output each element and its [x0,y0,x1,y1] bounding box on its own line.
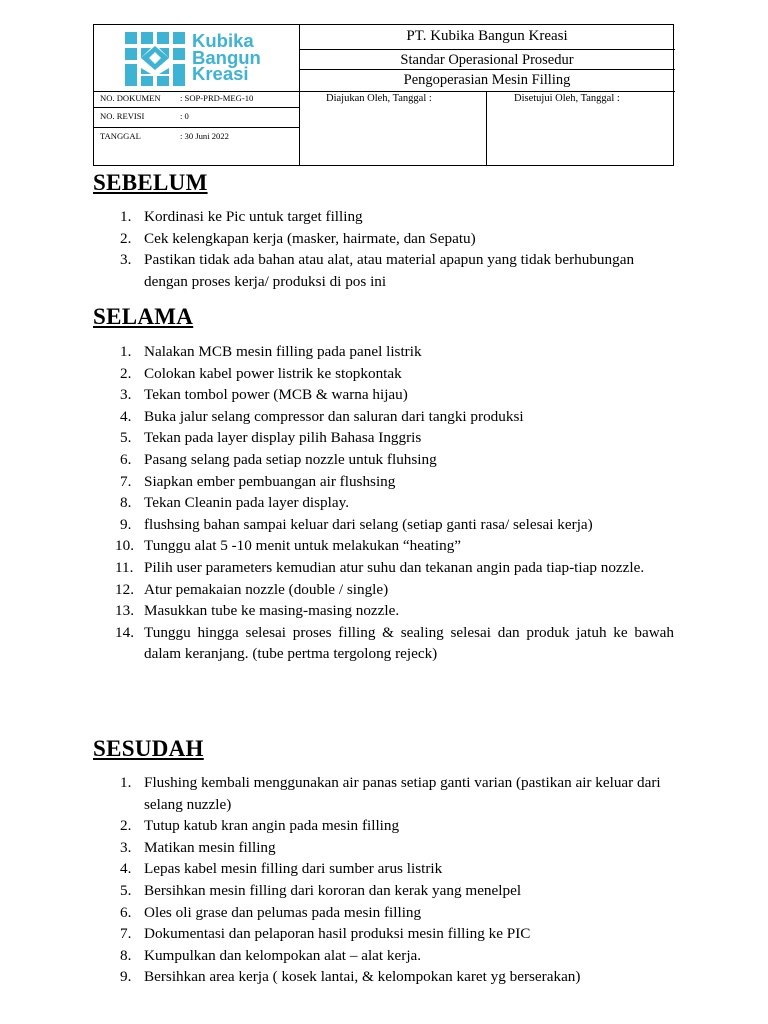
list-item: 4. Lepas kabel mesin filling dari sumber arus listrik [120,860,443,878]
list-item: 2. Colokan kabel power listrik ke stopkontak [120,364,402,382]
list-item: 9. Bersihkan area kerja ( kosek lantai, & kelompokan karet yg berserakan) [120,968,581,986]
list-item: 6. Oles oli grase dan pelumas pada mesin filling [120,903,422,921]
list-item: 8. Tekan Cleanin pada layer display. [120,494,350,512]
doc-number-label: NO. DOKUMEN [100,93,161,103]
approved-by-label: Disetujui Oleh, Tanggal : [514,93,620,104]
steps-list-selama [93,341,674,665]
divider [94,91,675,92]
list-item: 1. Flushing kembali menggunakan air panas setiap ganti varian (pastikan air keluar dari selang nuzzle) [120,774,661,813]
section-title-sebelum: SEBELUM [93,170,208,195]
kubika-logo-icon [123,30,187,88]
document-type: Standar Operasional Prosedur [400,52,574,68]
list-item: 13. Masukkan tube ke masing-masing nozzle. [115,602,400,620]
revision-value: : 0 [180,111,189,121]
procedure-title: Pengoperasian Mesin Filling [403,72,571,88]
list-item: 3. Pastikan tidak ada bahan atau alat, atau material apapun yang tidak berhubungan dengan proses kerja/ produksi di pos ini [120,251,635,290]
document-header [93,24,674,166]
logo-line: Kubika [192,30,254,51]
list-item: 7. Dokumentasi dan pelaporan hasil produksi mesin filling ke PIC [120,925,531,943]
submitted-by-label: Diajukan Oleh, Tanggal : [326,93,432,104]
list-item: 9. flushsing bahan sampai keluar dari selang (setiap ganti rasa/ selesai kerja) [120,515,593,533]
divider [486,91,487,165]
list-item: 8. Kumpulkan dan kelompokan alat – alat kerja. [120,946,422,964]
list-item: 3. Matikan mesin filling [120,838,276,856]
list-item: 2. Cek kelengkapan kerja (masker, hairmate, dan Sepatu) [120,229,476,247]
divider [299,49,675,50]
divider [94,107,299,108]
date-value: : 30 Juni 2022 [180,131,229,141]
list-item: 4. Buka jalur selang compressor dan saluran dari tangki produksi [120,407,524,425]
logo-line: Kreasi [192,63,249,84]
list-item: 5. Bersihkan mesin filling dari kororan dan kerak yang menelpel [120,881,522,899]
list-item: 7. Siapkan ember pembuangan air flushsing [120,472,396,490]
section-title-sesudah: SESUDAH [93,736,204,761]
list-item: 1. Nalakan MCB mesin filling pada panel listrik [120,343,422,360]
list-item: 11. Pilih user parameters kemudian atur suhu dan tekanan angin pada tiap-tiap nozzle. [115,558,645,576]
date-label: TANGGAL [100,131,141,141]
company-name: PT. Kubika Bangun Kreasi [406,28,568,44]
company-logo [94,25,299,91]
logo-line: Bangun [192,46,261,68]
list-item: 14. Tunggu hingga selesai proses filling & sealing selesai dan produk jatuh ke bawah dalam keranjang. (tube pertma tergolong rejeck) [115,623,674,663]
list-item: 1. Kordinasi ke Pic untuk target filling [120,208,363,225]
revision-label: NO. REVISI [100,111,145,121]
list-item: 12. Atur pemakaian nozzle (double / single) [115,580,389,598]
doc-number-value: : SOP-PRD-MEG-10 [180,93,254,103]
divider [299,69,675,70]
list-item: 2. Tutup katub kran angin pada mesin filling [120,817,400,835]
list-item: 3. Tekan tombol power (MCB & warna hijau) [120,386,408,404]
list-item: 10. Tunggu alat 5 -10 menit untuk melakukan “heating” [115,537,462,555]
logo-wordmark [192,30,302,84]
list-item: 5. Tekan pada layer display pilih Bahasa Inggris [120,429,422,447]
divider [94,127,299,128]
section-title-selama: SELAMA [93,304,194,329]
steps-list-sebelum [93,206,674,292]
steps-list-sesudah [93,772,674,988]
list-item: 6. Pasang selang pada setiap nozzle untuk fluhsing [120,450,437,468]
